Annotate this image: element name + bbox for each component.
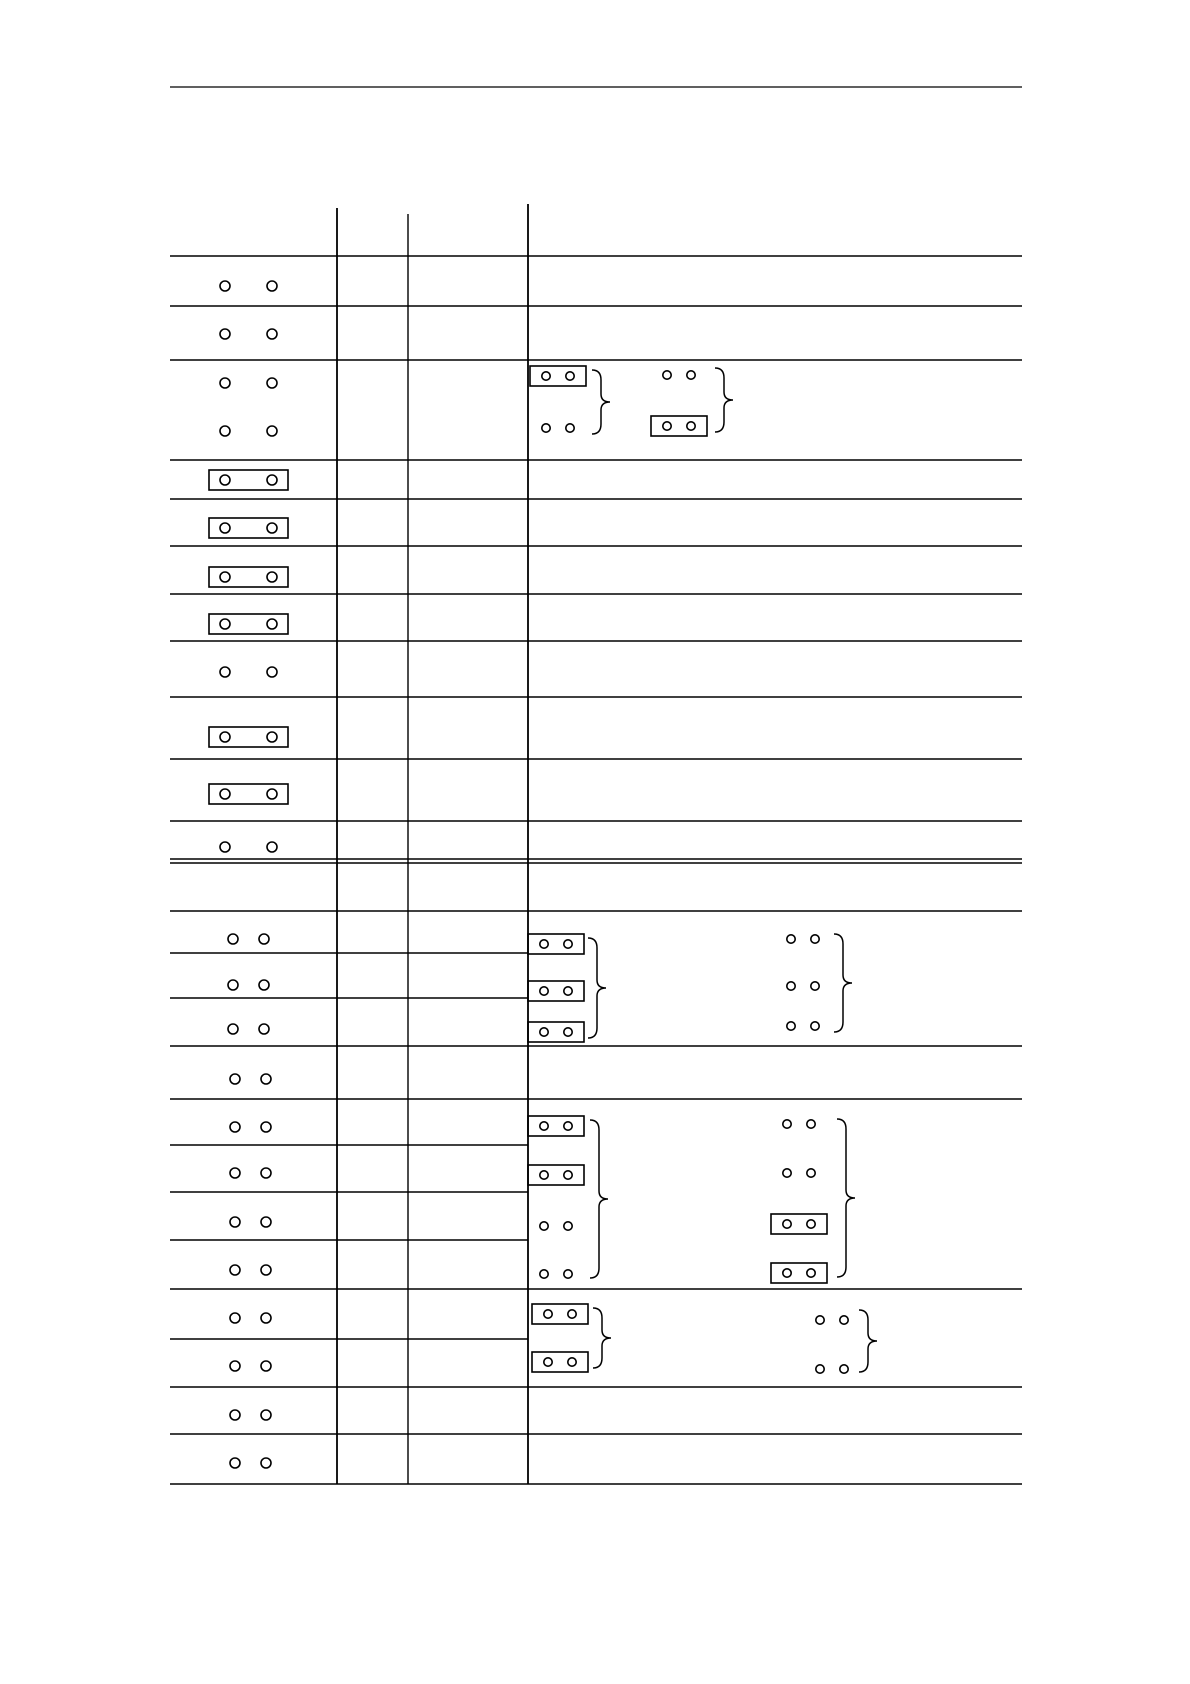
row-3-pin: [267, 426, 277, 436]
group-1-option-a-0-pin: [542, 372, 550, 380]
row-19-pin: [261, 1217, 271, 1227]
row-5-jumper-cap: [209, 518, 288, 538]
row-15-pin: [228, 1024, 238, 1034]
row-2-pin: [267, 378, 277, 388]
group-2-option-a-2-pin: [564, 1028, 572, 1036]
row-4-pin: [267, 475, 277, 485]
row-23-pin: [261, 1410, 271, 1420]
row-6-jumper-cap: [209, 567, 288, 587]
group-2-option-a-2-jumper-cap: [528, 1022, 584, 1042]
group-3-option-a-0-pin: [540, 1122, 548, 1130]
group-3-option-a-1-pin: [564, 1171, 572, 1179]
group-2-brace-b: [834, 934, 852, 1032]
row-20-pin: [261, 1265, 271, 1275]
group-1-option-b-0-pin: [663, 371, 671, 379]
group-3-option-a-0-pin: [564, 1122, 572, 1130]
row-8-pin: [220, 667, 230, 677]
row-9-pin: [267, 732, 277, 742]
row-16-pin: [261, 1074, 271, 1084]
row-7-pin: [267, 619, 277, 629]
row-17-pin: [230, 1122, 240, 1132]
group-4-option-a-0-pin: [568, 1310, 576, 1318]
group-2-option-b-2-pin: [811, 1022, 819, 1030]
row-6-pin: [220, 572, 230, 582]
row-10-jumper-cap: [209, 784, 288, 804]
group-3-option-b-3-jumper-cap: [771, 1263, 827, 1283]
group-2-option-a-1-pin: [564, 987, 572, 995]
row-18-pin: [230, 1168, 240, 1178]
row-23-pin: [230, 1410, 240, 1420]
row-4-jumper-cap: [209, 470, 288, 490]
group-4-option-a-1-pin: [568, 1358, 576, 1366]
group-3-option-b-0-pin: [783, 1120, 791, 1128]
jumper-marks: [209, 281, 877, 1468]
table-grid: [170, 87, 1022, 1484]
row-6-pin: [267, 572, 277, 582]
group-4-option-a-1-jumper-cap: [532, 1352, 588, 1372]
group-2-option-b-1-pin: [811, 982, 819, 990]
row-21-pin: [261, 1313, 271, 1323]
group-4-option-b-0-pin: [816, 1316, 824, 1324]
row-24-pin: [230, 1458, 240, 1468]
row-21-pin: [230, 1313, 240, 1323]
group-1-option-b-1-jumper-cap: [651, 416, 707, 436]
group-4-option-b-0-pin: [840, 1316, 848, 1324]
group-2-option-a-1-jumper-cap: [528, 981, 584, 1001]
group-3-option-a-0-jumper-cap: [528, 1116, 584, 1136]
group-3-option-b-1-pin: [783, 1169, 791, 1177]
group-2-option-b-0-pin: [811, 935, 819, 943]
row-7-jumper-cap: [209, 614, 288, 634]
group-1-brace-a: [592, 370, 610, 434]
group-3-option-b-2-pin: [807, 1220, 815, 1228]
row-10-pin: [220, 789, 230, 799]
row-16-pin: [230, 1074, 240, 1084]
row-9-pin: [220, 732, 230, 742]
row-22-pin: [230, 1361, 240, 1371]
row-17-pin: [261, 1122, 271, 1132]
row-13-pin: [228, 934, 238, 944]
group-2-option-a-0-pin: [540, 940, 548, 948]
group-2-option-a-0-jumper-cap: [528, 934, 584, 954]
group-3-brace-a: [590, 1120, 608, 1278]
row-18-pin: [261, 1168, 271, 1178]
group-4-brace-b: [859, 1310, 877, 1372]
group-3-option-a-2-pin: [564, 1222, 572, 1230]
row-5-pin: [267, 523, 277, 533]
group-3-option-a-3-pin: [564, 1270, 572, 1278]
row-24-pin: [261, 1458, 271, 1468]
row-14-pin: [228, 980, 238, 990]
group-1-option-b-0-pin: [687, 371, 695, 379]
group-3-option-b-3-pin: [807, 1269, 815, 1277]
group-4-option-a-0-pin: [544, 1310, 552, 1318]
group-1-option-b-1-pin: [663, 422, 671, 430]
group-2-option-a-2-pin: [540, 1028, 548, 1036]
group-3-option-a-3-pin: [540, 1270, 548, 1278]
group-3-option-a-1-pin: [540, 1171, 548, 1179]
group-2-option-b-0-pin: [787, 935, 795, 943]
group-1-option-a-0-jumper-cap: [530, 366, 586, 386]
group-1-option-a-0-pin: [566, 372, 574, 380]
row-13-pin: [259, 934, 269, 944]
row-14-pin: [259, 980, 269, 990]
row-11-pin: [220, 842, 230, 852]
group-2-option-a-1-pin: [540, 987, 548, 995]
group-4-option-a-1-pin: [544, 1358, 552, 1366]
row-0-pin: [220, 281, 230, 291]
group-1-brace-b: [715, 368, 733, 432]
row-9-jumper-cap: [209, 727, 288, 747]
group-3-option-a-2-pin: [540, 1222, 548, 1230]
row-4-pin: [220, 475, 230, 485]
group-4-option-b-1-pin: [840, 1365, 848, 1373]
group-1-option-a-1-pin: [566, 424, 574, 432]
group-1-option-a-1-pin: [542, 424, 550, 432]
row-1-pin: [220, 329, 230, 339]
group-2-option-b-2-pin: [787, 1022, 795, 1030]
group-4-brace-a: [593, 1308, 611, 1368]
row-22-pin: [261, 1361, 271, 1371]
group-1-option-b-1-pin: [687, 422, 695, 430]
group-3-option-b-2-pin: [783, 1220, 791, 1228]
group-2-option-a-0-pin: [564, 940, 572, 948]
row-15-pin: [259, 1024, 269, 1034]
row-3-pin: [220, 426, 230, 436]
row-2-pin: [220, 378, 230, 388]
group-3-option-b-1-pin: [807, 1169, 815, 1177]
group-3-option-a-1-jumper-cap: [528, 1165, 584, 1185]
group-2-option-b-1-pin: [787, 982, 795, 990]
row-0-pin: [267, 281, 277, 291]
row-8-pin: [267, 667, 277, 677]
row-20-pin: [230, 1265, 240, 1275]
group-4-option-b-1-pin: [816, 1365, 824, 1373]
group-3-option-b-0-pin: [807, 1120, 815, 1128]
row-10-pin: [267, 789, 277, 799]
group-2-brace-a: [588, 938, 606, 1038]
row-5-pin: [220, 523, 230, 533]
row-19-pin: [230, 1217, 240, 1227]
row-1-pin: [267, 329, 277, 339]
group-3-option-b-2-jumper-cap: [771, 1214, 827, 1234]
group-3-brace-b: [837, 1119, 855, 1277]
row-7-pin: [220, 619, 230, 629]
group-4-option-a-0-jumper-cap: [532, 1304, 588, 1324]
row-11-pin: [267, 842, 277, 852]
group-3-option-b-3-pin: [783, 1269, 791, 1277]
